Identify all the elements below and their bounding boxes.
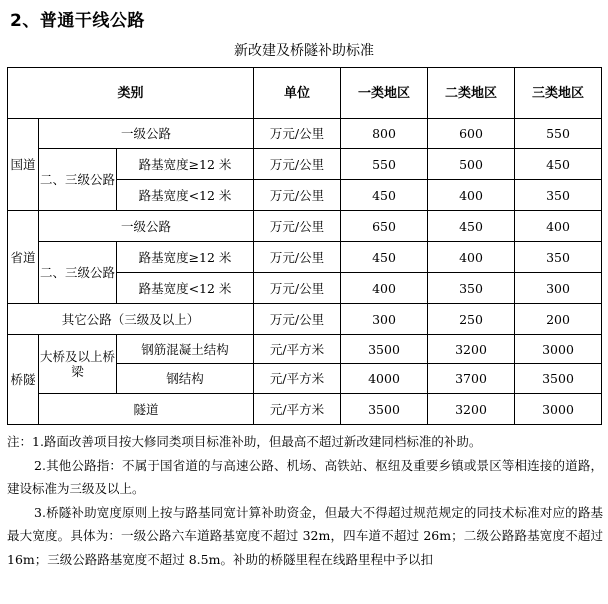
- value-cell: 300: [341, 304, 428, 335]
- value-cell: 650: [341, 211, 428, 242]
- value-cell: 800: [341, 119, 428, 149]
- header-unit: 单位: [254, 68, 341, 119]
- header-region1: 一类地区: [341, 68, 428, 119]
- unit-cell: 万元/公里: [254, 242, 341, 273]
- value-cell: 450: [428, 211, 515, 242]
- value-cell: 350: [515, 242, 602, 273]
- row-label: 隧道: [39, 394, 254, 425]
- value-cell: 400: [428, 180, 515, 211]
- bridge-tunnel-label: 桥隧: [8, 335, 39, 425]
- value-cell: 3700: [428, 364, 515, 394]
- table-row: [8, 335, 602, 364]
- row-label: 路基宽度<12 米: [117, 273, 254, 304]
- unit-cell: 元/平方米: [254, 394, 341, 425]
- row-label: 其它公路（三级及以上）: [8, 304, 254, 335]
- big-bridge-label: 大桥及以上桥梁: [39, 335, 117, 394]
- unit-cell: 元/平方米: [254, 335, 341, 364]
- provincial-road-label: 省道: [8, 211, 39, 304]
- header-row: [8, 68, 602, 119]
- value-cell: 3500: [341, 394, 428, 425]
- row-label: 路基宽度≥12 米: [117, 242, 254, 273]
- table-row: [8, 211, 602, 242]
- subsidy-standards-table: [7, 67, 602, 425]
- row-label: 一级公路: [39, 119, 254, 149]
- value-cell: 3500: [515, 364, 602, 394]
- row-label: 钢筋混凝土结构: [117, 335, 254, 364]
- value-cell: 3000: [515, 394, 602, 425]
- note-3: 3.桥隧补助宽度原则上按与路基同宽计算补助资金，但最大不得超过规范规定的同技术标准对应的路基最大宽度。具体为：一级公路六车道路基宽度不超过 32m，四车道不超过 26m；二级公路路基宽度不超过 16m；三级公路路基宽度不超过 8.5m。补助的桥隧里程在线路里程中予以扣: [7, 504, 603, 567]
- row-label: 路基宽度<12 米: [117, 180, 254, 211]
- level23-label: 二、三级公路: [39, 149, 117, 211]
- value-cell: 450: [515, 149, 602, 180]
- table-row: [8, 304, 602, 335]
- table-row: [8, 394, 602, 425]
- value-cell: 450: [341, 180, 428, 211]
- unit-cell: 万元/公里: [254, 149, 341, 180]
- value-cell: 450: [341, 242, 428, 273]
- header-region3: 三类地区: [515, 68, 602, 119]
- national-road-label: 国道: [8, 119, 39, 211]
- value-cell: 400: [515, 211, 602, 242]
- level23-label: 二、三级公路: [39, 242, 117, 304]
- value-cell: 300: [515, 273, 602, 304]
- row-label: 路基宽度≥12 米: [117, 149, 254, 180]
- row-label: 一级公路: [39, 211, 254, 242]
- value-cell: 550: [341, 149, 428, 180]
- value-cell: 3200: [428, 394, 515, 425]
- table-row: [8, 149, 602, 180]
- value-cell: 550: [515, 119, 602, 149]
- unit-cell: 元/平方米: [254, 364, 341, 394]
- note-2: 2.其他公路指：不属于国省道的与高速公路、机场、高铁站、枢纽及重要乡镇或景区等相连接的道路，建设标准为三级及以上。: [7, 457, 603, 496]
- value-cell: 4000: [341, 364, 428, 394]
- value-cell: 350: [428, 273, 515, 304]
- value-cell: 500: [428, 149, 515, 180]
- value-cell: 3200: [428, 335, 515, 364]
- table-row: [8, 119, 602, 149]
- value-cell: 200: [515, 304, 602, 335]
- table-caption: 新改建及桥隧补助标准: [234, 43, 374, 59]
- value-cell: 250: [428, 304, 515, 335]
- section-heading: 2、普通干线公路: [10, 11, 145, 31]
- value-cell: 400: [428, 242, 515, 273]
- value-cell: 3000: [515, 335, 602, 364]
- unit-cell: 万元/公里: [254, 119, 341, 149]
- unit-cell: 万元/公里: [254, 273, 341, 304]
- unit-cell: 万元/公里: [254, 180, 341, 211]
- unit-cell: 万元/公里: [254, 304, 341, 335]
- note-1: 注：1.路面改善项目按大修同类项目标准补助，但最高不超过新改建同档标准的补助。: [7, 434, 482, 449]
- value-cell: 350: [515, 180, 602, 211]
- value-cell: 3500: [341, 335, 428, 364]
- table-row: [8, 242, 602, 273]
- value-cell: 400: [341, 273, 428, 304]
- header-category: 类别: [8, 68, 254, 119]
- header-region2: 二类地区: [428, 68, 515, 119]
- row-label: 钢结构: [117, 364, 254, 394]
- value-cell: 600: [428, 119, 515, 149]
- notes: [7, 430, 603, 571]
- unit-cell: 万元/公里: [254, 211, 341, 242]
